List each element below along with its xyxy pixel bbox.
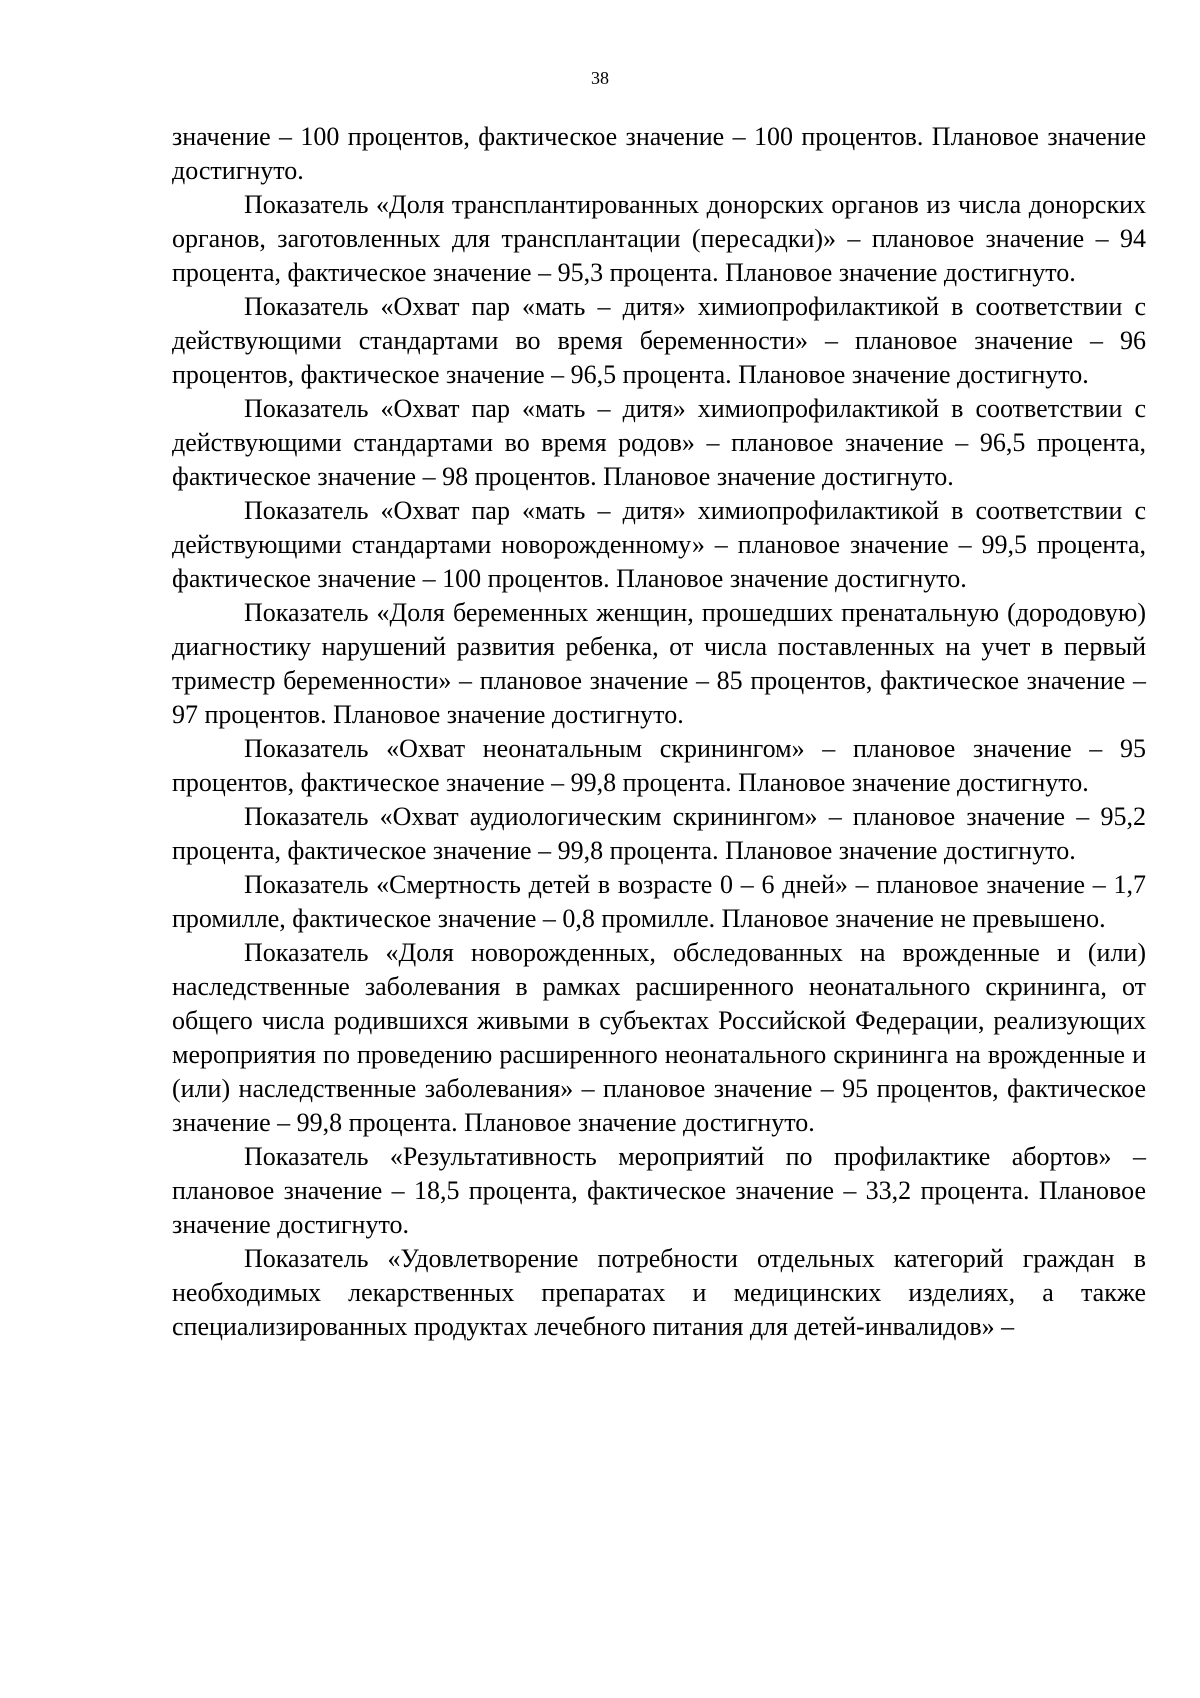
page-number: 38 [591, 68, 609, 88]
paragraph-extended-neonatal-screening: Показатель «Доля новорожденных, обследованных на врожденные и (или) наследственные заболевания в рамках расширенного неонатального скрининга, от общего числа родившихся живыми в субъектах Российской Федерации, реализующих мероприятия по проведению расширенного неонатального скрининга на врожденные и (или) наследственные заболевания» – плановое значение – 95 процентов, фактическое значение – 99,8 процента. Плановое значение достигнуто. [172, 938, 1146, 1137]
paragraph-mother-child-pregnancy: Показатель «Охват пар «мать – дитя» химиопрофилактикой в соответствии с действующими стандартами во время беременности» – плановое значение – 96 процентов, фактическое значение – 96,5 процента. Плановое значение достигнуто. [172, 292, 1146, 389]
paragraph-prenatal-diagnostics: Показатель «Доля беременных женщин, прошедших пренатальную (дородовую) диагностику нарушений развития ребенка, от числа поставленных на учет в первый триместр беременности» – плановое значение – 85 процентов, фактическое значение – 97 процентов. Плановое значение достигнуто. [172, 598, 1146, 729]
paragraph-neonatal-screening: Показатель «Охват неонатальным скринингом» – плановое значение – 95 процентов, фактическое значение – 99,8 процента. Плановое значение достигнуто. [172, 734, 1146, 797]
paragraph-infant-mortality: Показатель «Смертность детей в возрасте 0 – 6 дней» – плановое значение – 1,7 промилле, фактическое значение – 0,8 промилле. Плановое значение не превышено. [172, 870, 1146, 933]
paragraph-mother-child-newborn: Показатель «Охват пар «мать – дитя» химиопрофилактикой в соответствии с действующими стандартами новорожденному» – плановое значение – 99,5 процента, фактическое значение – 100 процентов. Плановое значение достигнуто. [172, 496, 1146, 593]
paragraph-audiological-screening: Показатель «Охват аудиологическим скринингом» – плановое значение – 95,2 процента, фактическое значение – 99,8 процента. Плановое значение достигнуто. [172, 802, 1146, 865]
paragraph-abortion-prevention: Показатель «Результативность мероприятий по профилактике абортов» – плановое значение – 18,5 процента, фактическое значение – 33,2 процента. Плановое значение достигнуто. [172, 1142, 1146, 1239]
paragraph-medication-needs: Показатель «Удовлетворение потребности отдельных категорий граждан в необходимых лекарственных препаратах и медицинских изделиях, а также специализированных продуктах лечебного питания для детей-инвалидов» – [172, 1244, 1146, 1341]
paragraph-mother-child-birth: Показатель «Охват пар «мать – дитя» химиопрофилактикой в соответствии с действующими стандартами во время родов» – плановое значение – 96,5 процента, фактическое значение – 98 процентов. Плановое значение достигнуто. [172, 394, 1146, 491]
paragraph-transplant-organs: Показатель «Доля трансплантированных донорских органов из числа донорских органов, заготовленных для трансплантации (пересадки)» – плановое значение – 94 процента, фактическое значение – 95,3 процента. Плановое значение достигнуто. [172, 190, 1146, 287]
paragraph-continuation: значение – 100 процентов, фактическое значение – 100 процентов. Плановое значение достигнуто. [172, 122, 1146, 185]
document-body [172, 120, 1146, 1344]
